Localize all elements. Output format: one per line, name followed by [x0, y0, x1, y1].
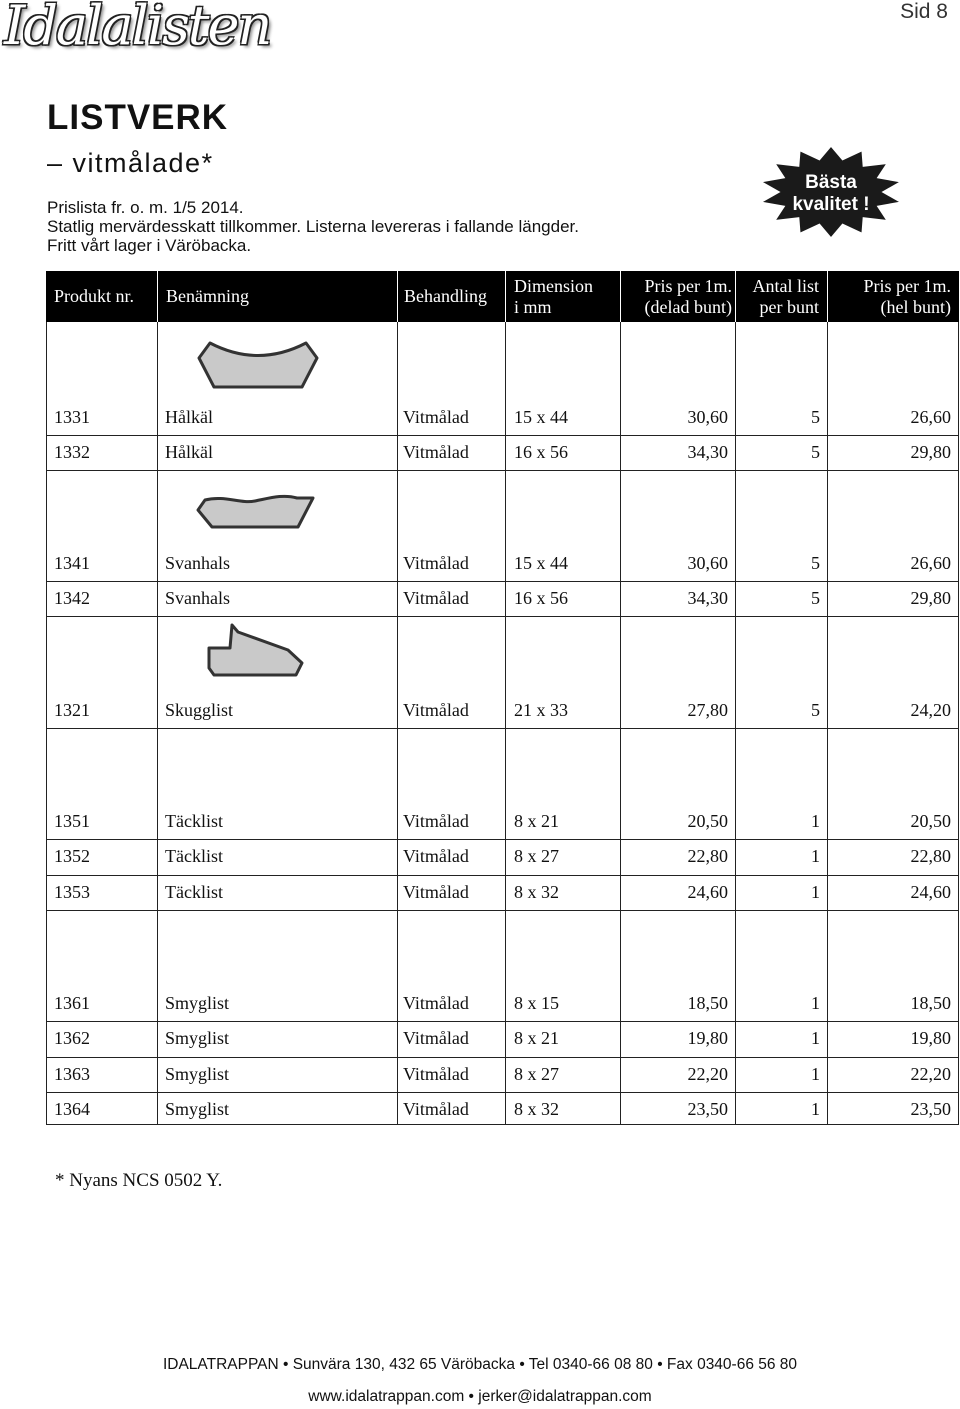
quality-badge [756, 144, 906, 240]
page-subtitle: – vitmålade* [47, 148, 214, 178]
cell-benamning: Smyglist [165, 993, 230, 1013]
table-column-divider [827, 322, 828, 1125]
header-pris-delad: Pris per 1m. (delad bunt) [644, 275, 732, 317]
cell-pris-delad: 24,60 [687, 882, 728, 902]
table-header [46, 271, 959, 322]
cell-pris-hel: 26,60 [910, 407, 951, 427]
table-column-divider [735, 322, 736, 1125]
cell-antal: 1 [811, 1099, 820, 1119]
cell-pris-hel: 24,60 [910, 882, 951, 902]
cell-produkt-nr: 1364 [54, 1099, 90, 1119]
cell-produkt-nr: 1363 [54, 1064, 90, 1084]
cell-benamning: Smyglist [165, 1028, 230, 1048]
cell-dimension: 8 x 15 [514, 993, 559, 1013]
cell-pris-delad: 34,30 [687, 588, 728, 608]
cell-dimension: 8 x 21 [514, 811, 559, 831]
table-column-divider [505, 322, 506, 1125]
cell-antal: 5 [811, 588, 820, 608]
cell-produkt-nr: 1342 [54, 588, 90, 608]
info-line: Prislista fr. o. m. 1/5 2014. [47, 198, 244, 217]
cell-behandling: Vitmålad [403, 588, 469, 608]
cell-behandling: Vitmålad [403, 407, 469, 427]
cell-pris-delad: 19,80 [687, 1028, 728, 1048]
cell-benamning: Svanhals [165, 553, 230, 573]
table-row-divider [46, 470, 959, 471]
skugglist-profile-icon [205, 622, 305, 678]
cell-pris-hel: 23,50 [910, 1099, 951, 1119]
cell-pris-delad: 30,60 [687, 407, 728, 427]
cell-produkt-nr: 1352 [54, 846, 90, 866]
table-row-divider [46, 728, 959, 729]
footnote: * Nyans NCS 0502 Y. [55, 1170, 223, 1191]
cell-produkt-nr: 1353 [54, 882, 90, 902]
cell-produkt-nr: 1341 [54, 553, 90, 573]
cell-behandling: Vitmålad [403, 811, 469, 831]
cell-behandling: Vitmålad [403, 993, 469, 1013]
cell-antal: 1 [811, 846, 820, 866]
cell-produkt-nr: 1331 [54, 407, 90, 427]
cell-dimension: 8 x 21 [514, 1028, 559, 1048]
header-antal: Antal list per bunt [752, 275, 819, 317]
cell-benamning: Täcklist [165, 811, 223, 831]
cell-pris-hel: 19,80 [910, 1028, 951, 1048]
cell-antal: 1 [811, 882, 820, 902]
cell-benamning: Skugglist [165, 700, 234, 720]
cell-behandling: Vitmålad [403, 553, 469, 573]
cell-antal: 5 [811, 442, 820, 462]
cell-pris-hel: 24,20 [910, 700, 951, 720]
brand-logo: Idalalisten [4, 0, 271, 57]
cell-dimension: 8 x 27 [514, 1064, 559, 1084]
cell-pris-delad: 22,80 [687, 846, 728, 866]
cell-dimension: 8 x 32 [514, 882, 559, 902]
cell-dimension: 8 x 32 [514, 1099, 559, 1119]
cell-pris-hel: 20,50 [910, 811, 951, 831]
cell-dimension: 21 x 33 [514, 700, 568, 720]
cell-behandling: Vitmålad [403, 1099, 469, 1119]
cell-pris-hel: 29,80 [910, 442, 951, 462]
table-column-divider [157, 322, 158, 1125]
cell-antal: 1 [811, 1064, 820, 1084]
info-line: Statlig mervärdesskatt tillkommer. Listerna levereras i fallande längder. [47, 217, 579, 236]
cell-behandling: Vitmålad [403, 442, 469, 462]
halkal-profile-icon [196, 340, 320, 390]
cell-behandling: Vitmålad [403, 846, 469, 866]
cell-pris-delad: 23,50 [687, 1099, 728, 1119]
page-title: LISTVERK [47, 98, 229, 137]
cell-dimension: 15 x 44 [514, 407, 568, 427]
table-column-divider [397, 322, 398, 1125]
cell-benamning: Smyglist [165, 1099, 230, 1119]
cell-benamning: Täcklist [165, 846, 223, 866]
header-benamning: Benämning [166, 286, 249, 306]
cell-pris-delad: 34,30 [687, 442, 728, 462]
badge-line-2: kvalitet ! [792, 194, 870, 215]
cell-pris-hel: 26,60 [910, 553, 951, 573]
info-line: Fritt vårt lager i Väröbacka. [47, 236, 252, 255]
cell-produkt-nr: 1351 [54, 811, 90, 831]
svanhals-profile-icon [195, 492, 317, 530]
cell-pris-hel: 18,50 [910, 993, 951, 1013]
cell-benamning: Täcklist [165, 882, 223, 902]
cell-antal: 5 [811, 700, 820, 720]
cell-pris-delad: 18,50 [687, 993, 728, 1013]
price-info [47, 198, 579, 255]
cell-pris-hel: 22,80 [910, 846, 951, 866]
table-row-divider [46, 616, 959, 617]
page-number: Sid 8 [900, 0, 948, 23]
header-behandling: Behandling [404, 286, 487, 306]
cell-produkt-nr: 1321 [54, 700, 90, 720]
cell-behandling: Vitmålad [403, 882, 469, 902]
cell-benamning: Svanhals [165, 588, 230, 608]
cell-produkt-nr: 1332 [54, 442, 90, 462]
badge-line-1: Bästa [805, 172, 857, 193]
cell-pris-delad: 30,60 [687, 553, 728, 573]
cell-pris-hel: 29,80 [910, 588, 951, 608]
cell-pris-delad: 20,50 [687, 811, 728, 831]
cell-behandling: Vitmålad [403, 1064, 469, 1084]
cell-produkt-nr: 1362 [54, 1028, 90, 1048]
cell-dimension: 15 x 44 [514, 553, 568, 573]
table-row-divider [46, 910, 959, 911]
company-web: www.idalatrappan.com • jerker@idalatrappan.com [308, 1388, 652, 1405]
cell-behandling: Vitmålad [403, 700, 469, 720]
cell-dimension: 16 x 56 [514, 442, 568, 462]
cell-behandling: Vitmålad [403, 1028, 469, 1048]
cell-pris-delad: 27,80 [687, 700, 728, 720]
header-dimension: Dimension i mm [514, 275, 593, 317]
header-pris-hel: Pris per 1m. (hel bunt) [863, 275, 951, 317]
cell-produkt-nr: 1361 [54, 993, 90, 1013]
cell-pris-delad: 22,20 [687, 1064, 728, 1084]
cell-antal: 5 [811, 407, 820, 427]
cell-dimension: 8 x 27 [514, 846, 559, 866]
cell-antal: 1 [811, 1028, 820, 1048]
cell-pris-hel: 22,20 [910, 1064, 951, 1084]
cell-benamning: Hålkäl [165, 442, 213, 462]
cell-antal: 1 [811, 811, 820, 831]
company-contact: IDALATRAPPAN • Sunvära 130, 432 65 Väröbacka • Tel 0340-66 08 80 • Fax 0340-66 56 80 [162, 1356, 798, 1373]
cell-benamning: Hålkäl [165, 407, 213, 427]
cell-antal: 1 [811, 993, 820, 1013]
cell-antal: 5 [811, 553, 820, 573]
header-produkt: Produkt nr. [54, 286, 135, 306]
cell-dimension: 16 x 56 [514, 588, 568, 608]
cell-benamning: Smyglist [165, 1064, 230, 1084]
